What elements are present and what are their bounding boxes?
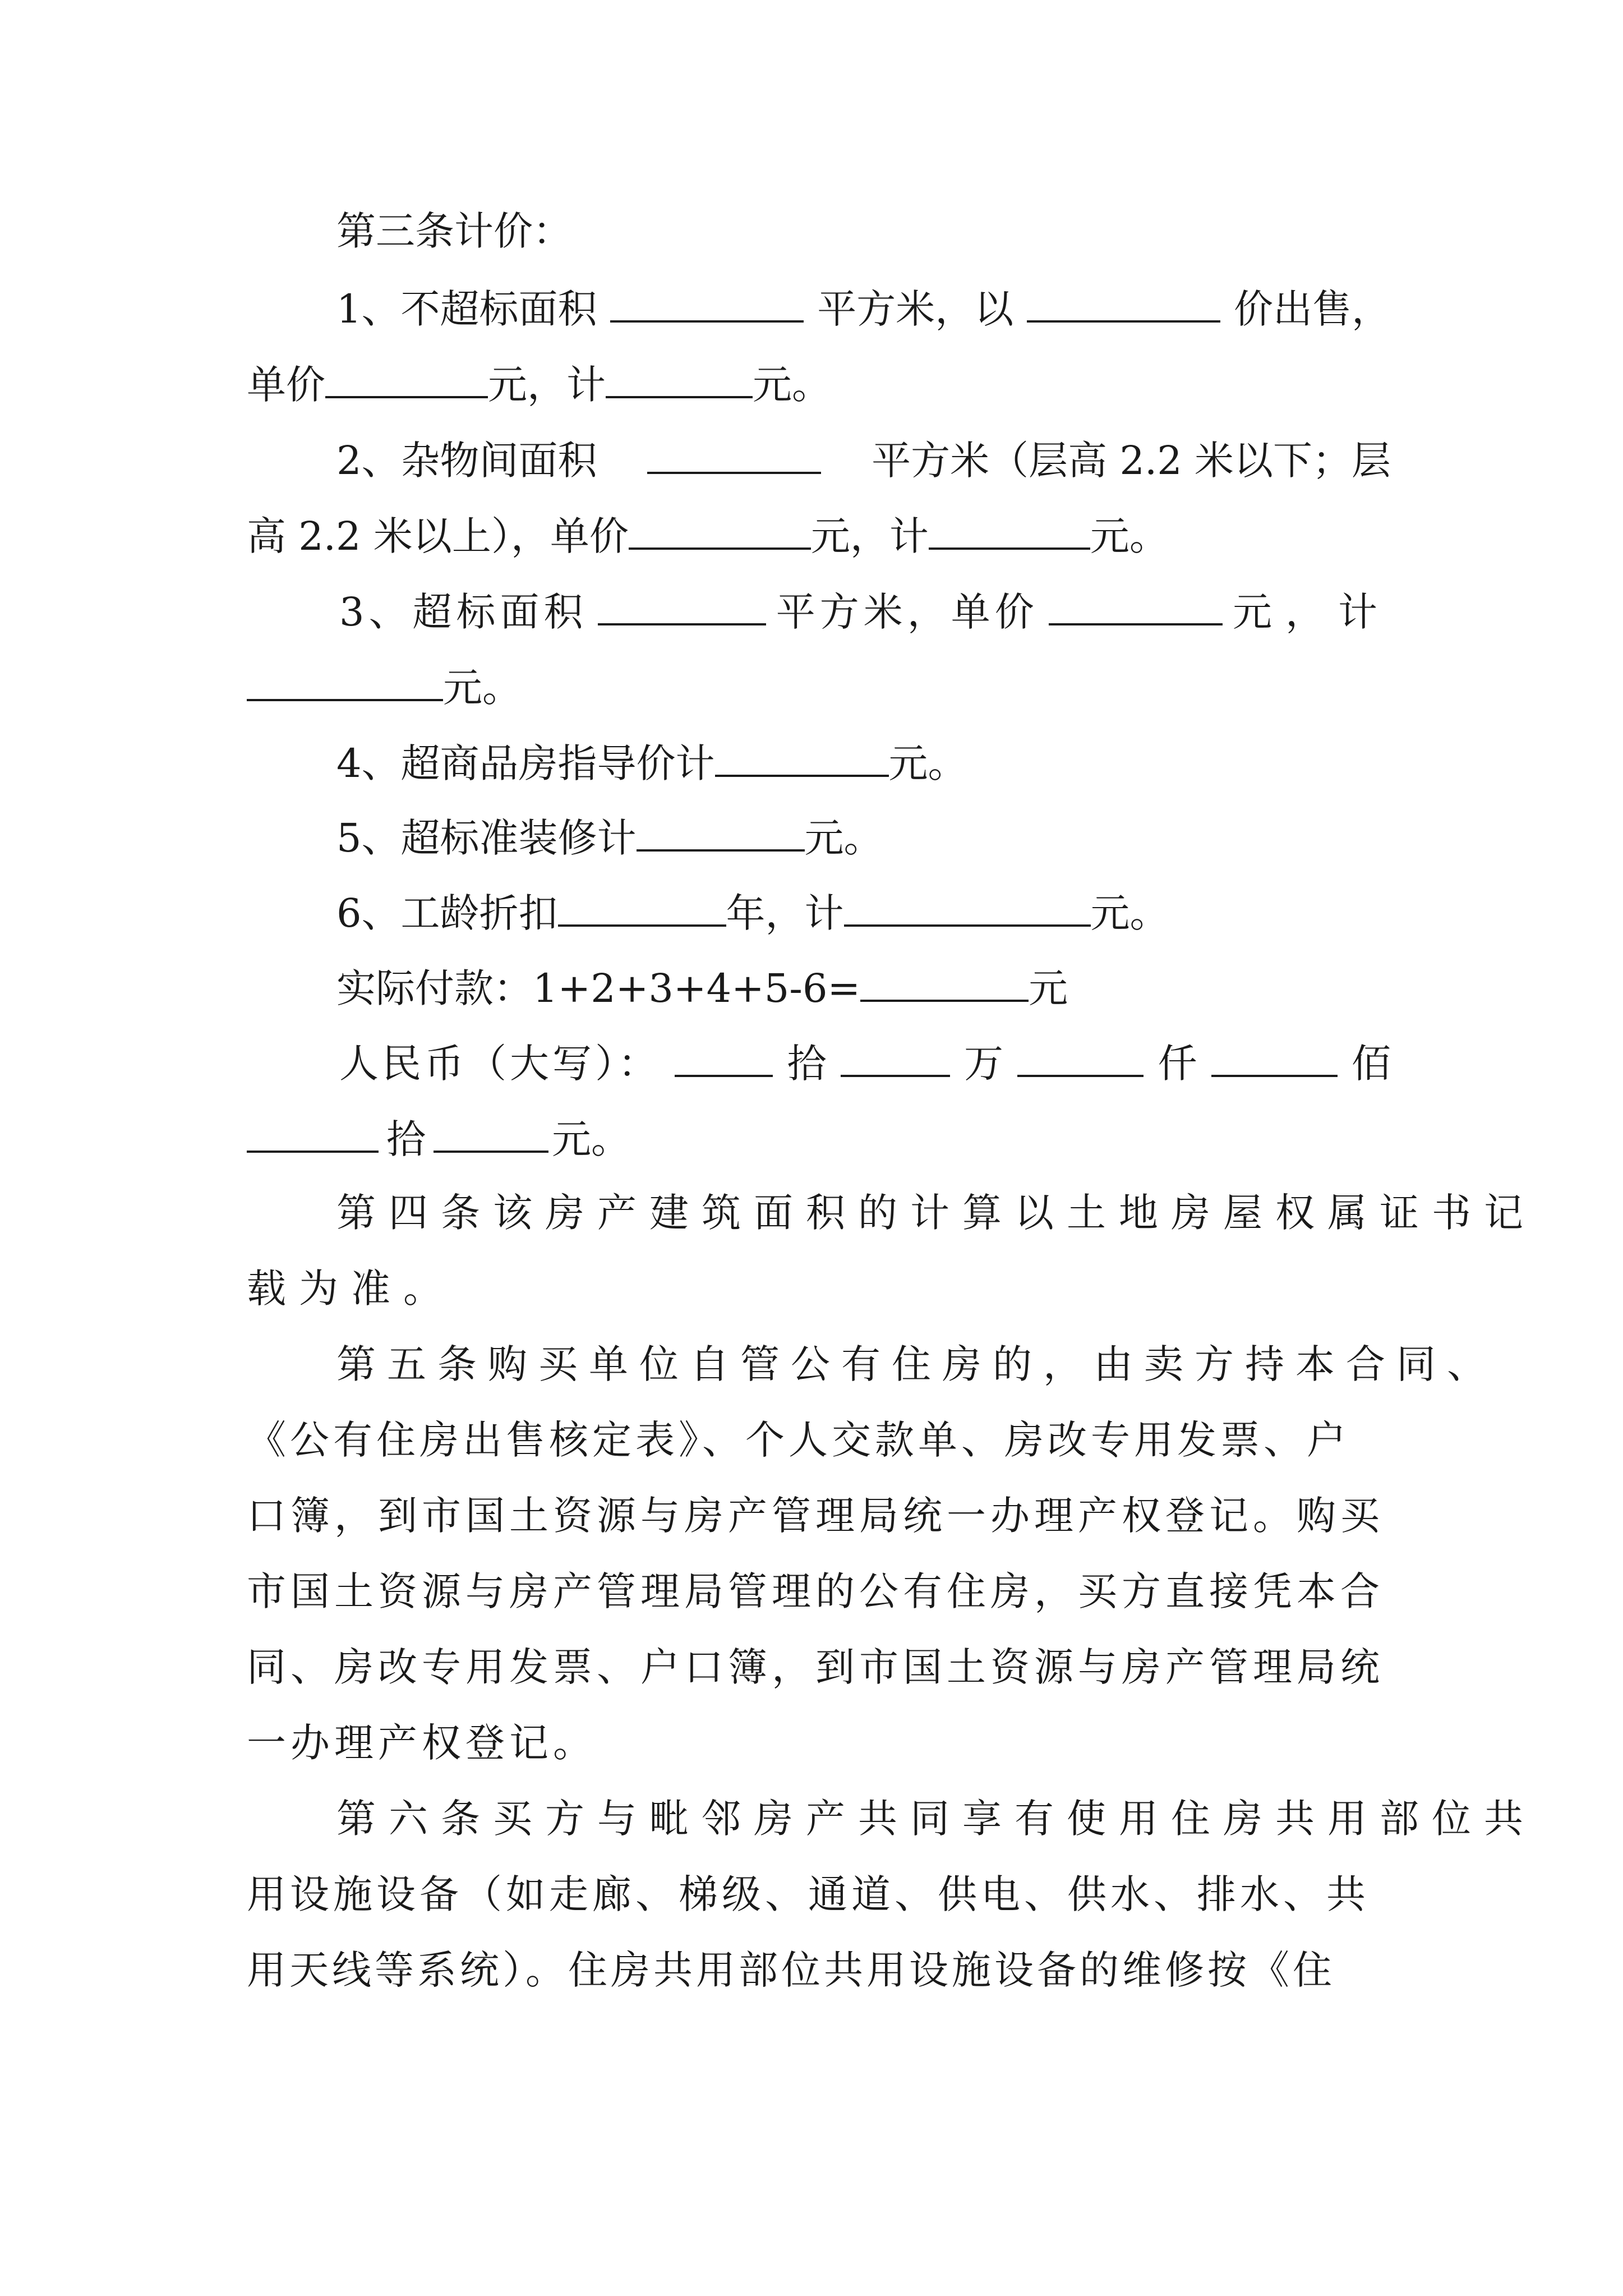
article3-title-text: 第三条计价： [336, 208, 572, 254]
article3-title [336, 208, 572, 255]
yuan-total-label: 元，计 [1232, 589, 1391, 635]
article5-text: 市国土资源与房产管理局管理的公有住房，买方直接凭本合 [247, 1568, 1384, 1614]
article5-text: 一办理产权登记。 [247, 1720, 597, 1766]
blank-field [558, 887, 726, 927]
blank-field [1211, 1038, 1338, 1077]
article3-item2-line1 [336, 435, 1391, 482]
article3-item3-line2 [247, 662, 522, 709]
yuan-end: 元。 [443, 665, 522, 711]
item3-unit: 平方米，单价 [776, 589, 1039, 635]
article5-text: 《公有住房出售核定表》、个人交款单、房改专用发票、户 [247, 1417, 1350, 1463]
item2-cont: 高 2.2 米以上），单价 [247, 513, 629, 559]
article3-item4 [336, 738, 967, 785]
article5-line3 [247, 1492, 1384, 1539]
article5-line2 [247, 1416, 1350, 1464]
article5-text: 第五条购买单位自管公有住房的，由卖方持本合同、 [336, 1341, 1497, 1387]
article3-item3-line1 [339, 586, 1391, 633]
year-total-label: 年，计 [726, 890, 844, 936]
article3-item1-line2 [247, 359, 831, 406]
blank-field [606, 359, 753, 398]
actual-payment-label: 实际付款：1+2+3+4+5-6= [336, 965, 861, 1011]
article6-text: 用天线等系统）。住房共用部位共用设施设备的维修按《住 [247, 1947, 1335, 1993]
article5-text: 同、房改专用发票、户口簿，到市国土资源与房产管理局统 [247, 1644, 1384, 1690]
rmb-qian: 仟 [1158, 1041, 1197, 1087]
yuan-total-label: 元，计 [810, 513, 929, 559]
blank-field [715, 738, 889, 777]
blank-field [844, 887, 1091, 927]
article3-rmb-line2 [247, 1114, 630, 1161]
article6-text: 第六条买方与毗邻房产共同享有使用住房共用部位共 [336, 1796, 1536, 1842]
blank-field [434, 1114, 548, 1153]
article5-line4 [247, 1568, 1384, 1615]
yuan-end: 元。 [1090, 890, 1169, 936]
article6-text: 用设施设备（如走廊、梯级、通道、供电、供水、排水、共 [247, 1871, 1370, 1917]
item2-unit: 平方米（层高 2.2 米以下；层 [872, 438, 1391, 484]
rmb-shi: 拾 [787, 1041, 827, 1087]
article5-line5 [247, 1644, 1384, 1691]
article4-text: 载为准。 [247, 1266, 455, 1312]
blank-field [1049, 586, 1223, 625]
yuan-end: 元。 [753, 362, 831, 408]
article5-line1 [336, 1341, 1497, 1388]
item1-tail: 价出售， [1233, 286, 1391, 332]
blank-field [598, 586, 766, 625]
article5-line6 [247, 1719, 597, 1766]
rmb-shi2: 拾 [386, 1116, 426, 1162]
article3-rmb-line1 [339, 1038, 1391, 1085]
yuan-total-label: 元，计 [488, 362, 606, 408]
blank-field [675, 1038, 773, 1077]
yuan-end: 元。 [552, 1116, 630, 1162]
item1-label: 1、不超标面积 [336, 286, 597, 332]
blank-field [1017, 1038, 1144, 1077]
item3-label: 3、超标面积 [339, 589, 588, 635]
blank-field [247, 1114, 379, 1153]
rmb-bai: 佰 [1352, 1041, 1391, 1087]
article6-line1 [336, 1795, 1536, 1842]
blank-field [637, 812, 805, 852]
blank-field [841, 1038, 950, 1077]
item5-label: 5、超标准装修计 [336, 815, 637, 861]
blank-field [247, 662, 443, 701]
item1-unit: 平方米，以 [817, 286, 1014, 332]
article4-text: 第四条该房产建筑面积的计算以土地房屋权属证书记 [336, 1190, 1536, 1236]
article6-line2 [247, 1871, 1370, 1918]
blank-field [629, 510, 811, 550]
unit-price-label: 单价 [247, 362, 325, 408]
item4-label: 4、超商品房指导价计 [336, 740, 715, 786]
article5-text: 口簿，到市国土资源与房产管理局统一办理产权登记。购买 [247, 1493, 1384, 1539]
blank-field [1027, 283, 1220, 323]
article6-line3 [247, 1947, 1335, 1994]
blank-field [929, 510, 1090, 550]
article3-item6 [336, 887, 1169, 935]
blank-field [610, 283, 804, 323]
article3-item2-line2 [247, 510, 1169, 558]
article3-item1-line1 [336, 283, 1391, 330]
article4-line2 [247, 1265, 455, 1312]
yuan-end: 元 [1029, 965, 1068, 1011]
item6-label: 6、工龄折扣 [336, 890, 558, 936]
article3-item5 [336, 812, 883, 859]
article4-line1 [336, 1189, 1536, 1236]
blank-field [325, 359, 488, 398]
blank-field [647, 435, 821, 474]
yuan-end: 元。 [888, 740, 967, 786]
yuan-end: 元。 [804, 815, 883, 861]
item2-label: 2、杂物间面积 [336, 438, 597, 484]
rmb-label: 人民币（大写）： [339, 1041, 661, 1087]
blank-field [860, 963, 1029, 1002]
article3-actual-payment [336, 963, 1068, 1010]
rmb-wan: 万 [964, 1041, 1003, 1087]
yuan-end: 元。 [1090, 513, 1169, 559]
